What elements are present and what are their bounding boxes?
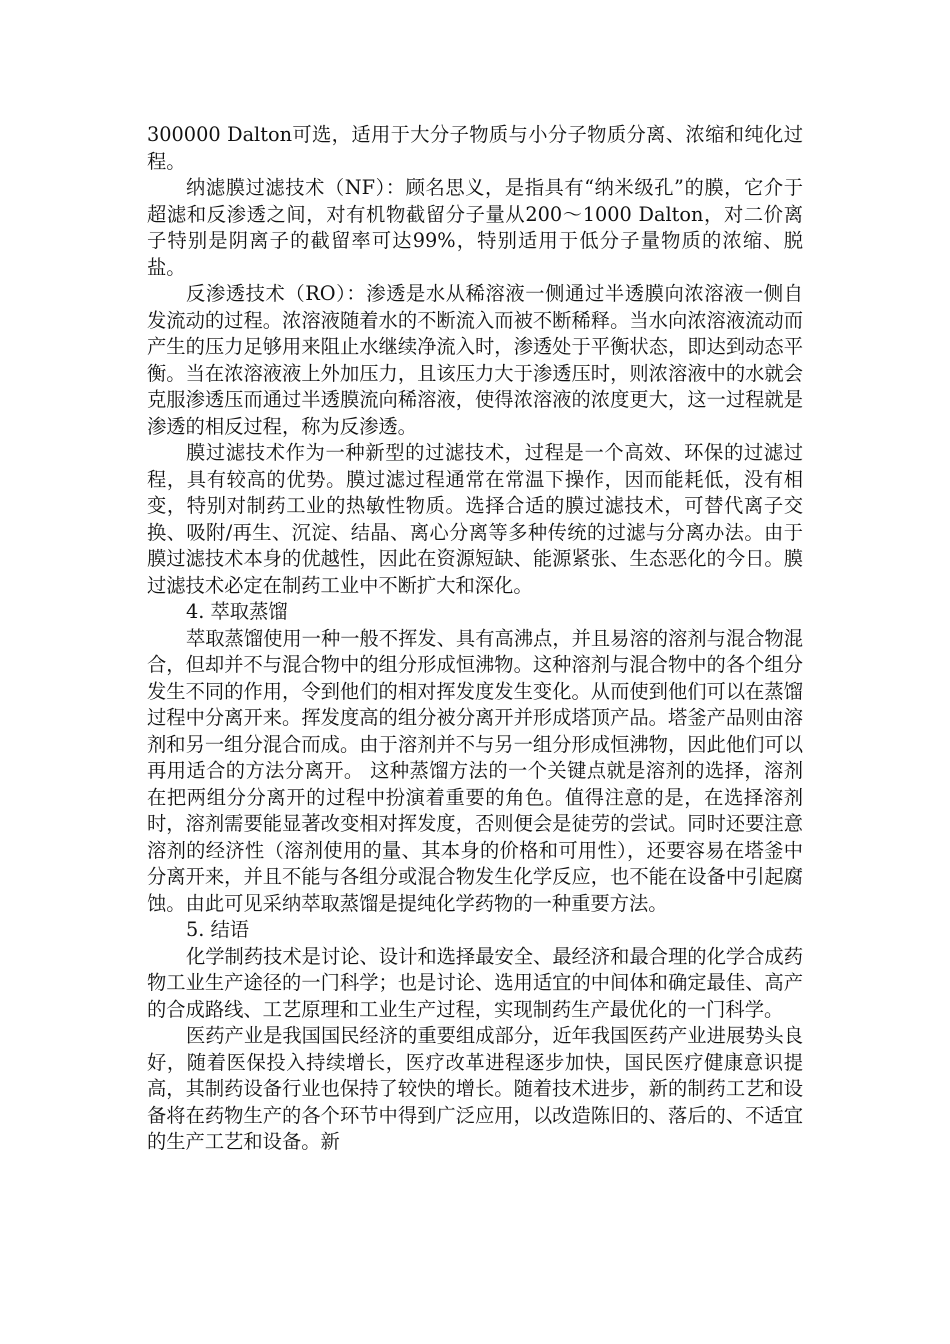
paragraph-membrane-range: 300000 Dalton可选，适用于大分子物质与小分子物质分离、浓缩和纯化过程。 — [147, 123, 803, 173]
section-heading-conclusion: 5. 结语 — [186, 918, 250, 941]
paragraph-reverse-osmosis: 反渗透技术（RO）：渗透是水从稀溶液一侧通过半透膜向浓溶液一侧自发流动的过程。浓溶液随着水的不断流入而被不断稀释。当水向浓溶液流动而产生的压力足够用来阻止水继续净流入时，渗透处于平衡状态，即达到动态平衡。当在浓溶液液上外加压力，且该压力大于渗透压时，则浓溶液中的水就会克服渗透压而通过半透膜流向稀溶液，使得浓溶液的浓度更大，这一过程就是渗透的相反过程，称为反渗透。 — [147, 282, 803, 438]
paragraph-conclusion-2: 医药产业是我国国民经济的重要组成部分，近年我国医药产业进展势头良好，随着医保投入持续增长，医疗改革进程逐步加快，国民医疗健康意识提高，其制药设备行业也保持了较快的增长。随着技术进步，新的制药工艺和设备将在药物生产的各个环节中得到广泛应用，以改造陈旧的、落后的、不适宜的生产工艺和设备。新 — [147, 1024, 803, 1153]
paragraph-extractive-distillation: 萃取蒸馏使用一种一般不挥发、具有高沸点，并且易溶的溶剂与混合物混合，但却并不与混合物中的组分形成恒沸物。这种溶剂与混合物中的各个组分发生不同的作用，令到他们的相对挥发度发生变化。从而使到他们可以在蒸馏过程中分离开来。挥发度高的组分被分离开并形成塔顶产品。塔釜产品则由溶剂和另一组分混合而成。由于溶剂并不与另一组分形成恒沸物，因此他们可以再用适合的方法分离开。 这种蒸馏方法的一个关键点就是溶剂的选择，溶剂在把两组分分离开的过程中扮演着重要的角色。值得注意的是，在选择溶剂时，溶剂需要能显著改变相对挥发度，否则便会是徒劳的尝试。同时还要注意溶剂的经济性（溶剂使用的量、其本身的价格和可用性），还要容易在塔釜中分离开来，并且不能与各组分或混合物发生化学反应，也不能在设备中引起腐蚀。由此可见采纳萃取蒸馏是提纯化学药物的一种重要方法。 — [147, 626, 803, 915]
paragraph-membrane-filtration-summary: 膜过滤技术作为一种新型的过滤技术，过程是一个高效、环保的过滤过程，具有较高的优势。膜过滤过程通常在常温下操作，因而能耗低，没有相变，特别对制药工业的热敏性物质。选择合适的膜过滤技术，可替代离子交换、吸附/再生、沉淀、结晶、离心分离等多种传统的过滤与分离办法。由于膜过滤技术本身的优越性，因此在资源短缺、能源紧张、生态恶化的今日。膜过滤技术必定在制药工业中不断扩大和深化。 — [147, 441, 803, 597]
paragraph-conclusion-1: 化学制药技术是讨论、设计和选择最安全、最经济和最合理的化学合成药物工业生产途径的一门科学；也是讨论、选用适宜的中间体和确定最佳、高产的合成路线、工艺原理和工业生产过程，实现制药生产最优化的一门科学。 — [147, 944, 803, 1021]
section-heading-extractive-distillation: 4. 萃取蒸馏 — [186, 600, 288, 623]
paragraph-nanofiltration: 纳滤膜过滤技术（NF）：顾名思义，是指具有“纳米级孔”的膜，它介于超滤和反渗透之间，对有机物截留分子量从200～1000 Dalton，对二价离子特别是阴离子的截留率可达99%，特别适用于低分子量物质的浓缩、脱盐。 — [147, 176, 803, 279]
document-page — [147, 122, 803, 1156]
